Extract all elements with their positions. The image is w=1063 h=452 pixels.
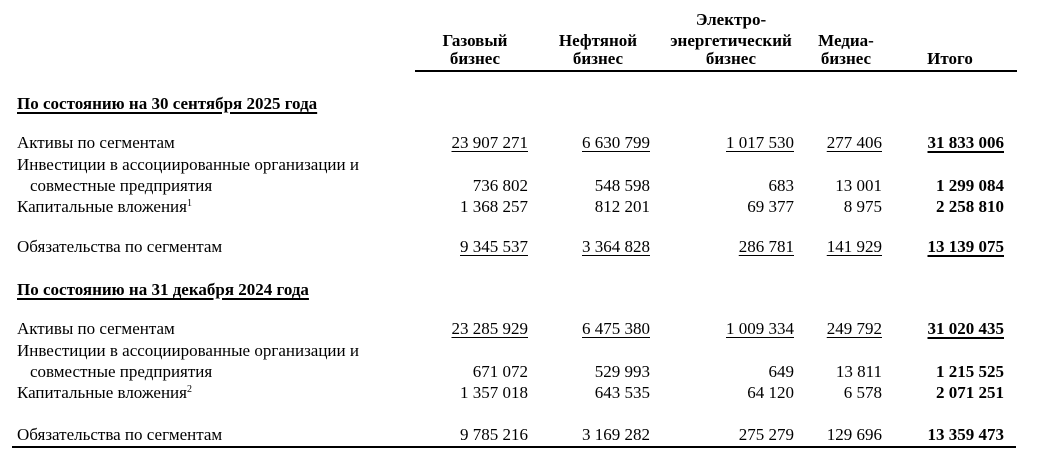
row-label-cont: совместные предприятия <box>30 176 213 195</box>
row-label-cont: совместные предприятия <box>30 362 213 381</box>
col-header-line: энергетический <box>670 31 792 50</box>
cell-value: 6 630 799 <box>582 133 650 152</box>
cell-value: 671 072 <box>472 362 528 381</box>
cell-total: 2 258 810 <box>936 197 1004 216</box>
row-label: Инвестиции в ассоциированные организации и <box>17 341 359 360</box>
row-label: Активы по сегментам <box>17 319 175 338</box>
col-header-line: бизнес <box>705 49 757 68</box>
cell-value: 275 279 <box>738 425 794 444</box>
cell-total: 1 215 525 <box>936 362 1004 381</box>
section-title: По состоянию на 31 декабря 2024 года <box>17 280 309 299</box>
col-header-line: бизнес <box>572 49 624 68</box>
col-header-line: Нефтяной <box>558 31 638 50</box>
cell-total: 13 359 473 <box>927 425 1004 444</box>
col-header-media <box>806 32 886 68</box>
cell-value: 9 345 537 <box>460 237 528 256</box>
cell-value: 1 017 530 <box>726 133 794 152</box>
col-header-power <box>660 11 802 68</box>
header-divider <box>415 70 1017 72</box>
row-label: Активы по сегментам <box>17 133 175 152</box>
cell-value: 6 578 <box>843 383 882 402</box>
col-header-total <box>910 50 990 68</box>
cell-total: 1 299 084 <box>936 176 1004 195</box>
cell-total: 31 833 006 <box>927 133 1004 152</box>
cell-value: 736 802 <box>472 176 528 195</box>
footnote-divider <box>12 446 1016 448</box>
col-header-gas <box>420 32 530 68</box>
col-header-line: Газовый <box>442 31 508 50</box>
col-header-line: Электро- <box>695 10 767 29</box>
cell-value: 286 781 <box>738 237 794 256</box>
cell-value: 6 475 380 <box>582 319 650 338</box>
cell-value: 683 <box>768 176 794 195</box>
cell-value: 277 406 <box>826 133 882 152</box>
cell-value: 643 535 <box>594 383 650 402</box>
cell-value: 8 975 <box>843 197 882 216</box>
row-label: Обязательства по сегментам <box>17 237 223 256</box>
cell-value: 812 201 <box>594 197 650 216</box>
cell-total: 2 071 251 <box>936 383 1004 402</box>
cell-total: 13 139 075 <box>927 237 1004 256</box>
cell-value: 9 785 216 <box>460 425 528 444</box>
cell-value: 141 929 <box>826 237 882 256</box>
row-label-text: Капитальные вложения <box>17 383 187 402</box>
cell-value: 64 120 <box>747 383 794 402</box>
cell-value: 129 696 <box>826 425 882 444</box>
col-header-line: Медиа- <box>818 31 874 50</box>
cell-value: 23 285 929 <box>451 319 528 338</box>
row-label: Обязательства по сегментам <box>17 425 223 444</box>
cell-value: 3 364 828 <box>582 237 650 256</box>
cell-value: 69 377 <box>747 197 794 216</box>
row-label <box>17 384 192 402</box>
col-header-line: Итого <box>927 49 973 68</box>
row-label <box>17 198 192 216</box>
cell-value: 3 169 282 <box>582 425 650 444</box>
cell-value: 249 792 <box>826 319 882 338</box>
cell-value: 1 368 257 <box>460 197 528 216</box>
section-title: По состоянию на 30 сентября 2025 года <box>17 94 318 113</box>
row-label-text: Капитальные вложения <box>17 197 187 216</box>
col-header-line: бизнес <box>449 49 501 68</box>
cell-value: 548 598 <box>594 176 650 195</box>
cell-value: 649 <box>768 362 794 381</box>
cell-value: 13 811 <box>835 362 882 381</box>
cell-total: 31 020 435 <box>927 319 1004 338</box>
cell-value: 13 001 <box>835 176 882 195</box>
footnote-ref: 2 <box>186 384 192 395</box>
cell-value: 1 009 334 <box>726 319 794 338</box>
cell-value: 23 907 271 <box>451 133 528 152</box>
col-header-line: бизнес <box>820 49 872 68</box>
col-header-oil <box>548 32 648 68</box>
footnote-ref: 1 <box>186 198 192 209</box>
cell-value: 1 357 018 <box>460 383 528 402</box>
cell-value: 529 993 <box>594 362 650 381</box>
row-label: Инвестиции в ассоциированные организации и <box>17 155 359 174</box>
